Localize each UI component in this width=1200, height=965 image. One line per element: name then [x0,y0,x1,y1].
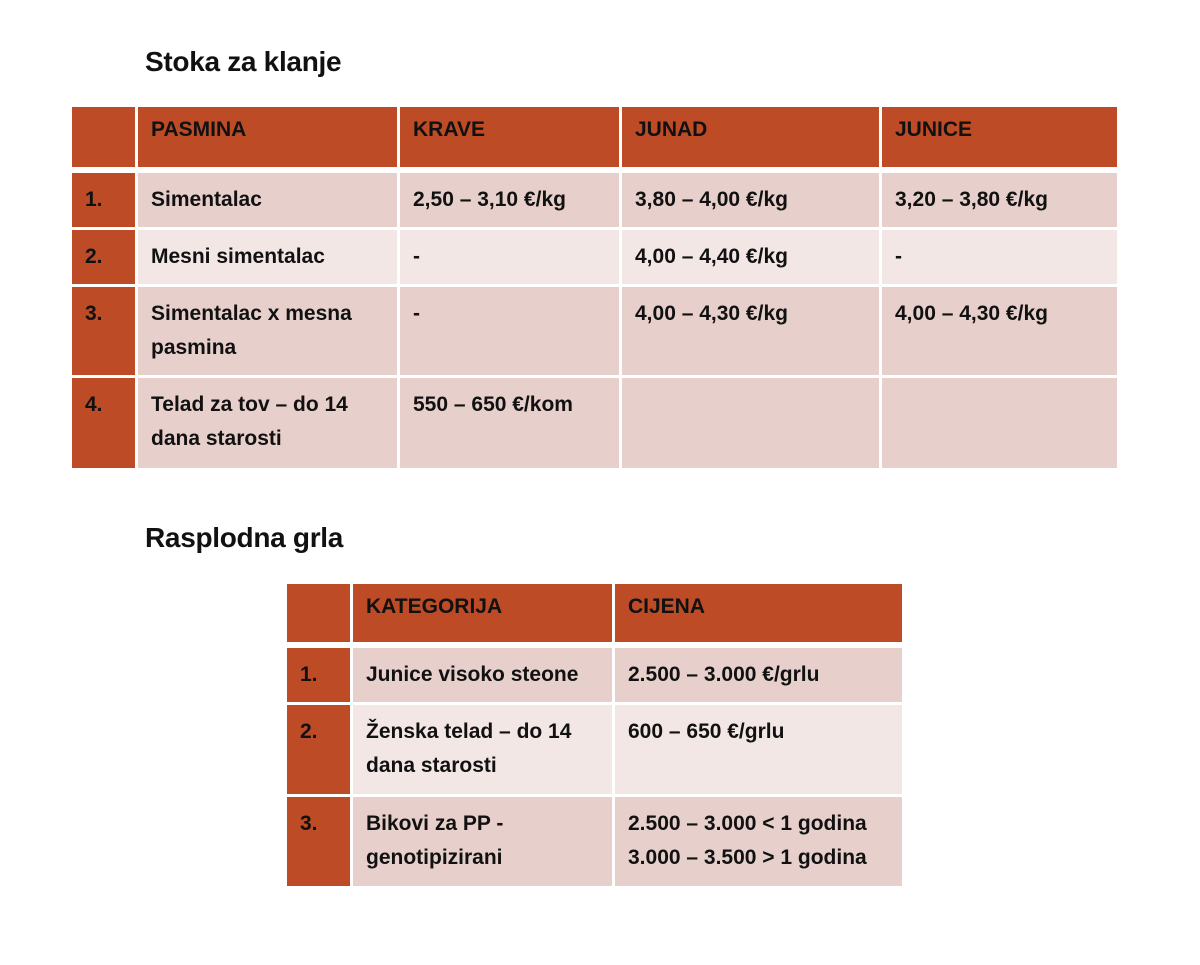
cell-cijena [615,648,902,705]
row-number: 2. [287,705,353,797]
table-row [72,378,1117,468]
cell-pasmina: Simentalac [138,173,400,230]
cell-junice: - [882,230,1117,287]
table-row [72,173,1117,230]
cell-kategorija: Junice visoko steone [353,648,615,705]
cell-cijena [615,705,902,797]
header-cell-kategorija: KATEGORIJA [353,584,615,648]
row-number: 3. [287,797,353,886]
cell-pasmina: Mesni simentalac [138,230,400,287]
table-row [287,705,902,797]
price-line: 2.500 – 3.000 < 1 godina [628,812,867,835]
price-line: 2.500 – 3.000 €/grlu [628,663,820,686]
table-row [287,797,902,886]
slaughter-price-table [72,107,1117,468]
header-cell-number [72,107,138,173]
row-number: 2. [72,230,138,287]
price-line: 600 – 650 €/grlu [628,720,785,743]
cell-junad: 3,80 – 4,00 €/kg [622,173,882,230]
header-cell-junad: JUNAD [622,107,882,173]
row-number: 1. [287,648,353,705]
table-header-row [72,107,1117,173]
header-cell-pasmina: PASMINA [138,107,400,173]
table-row [287,648,902,705]
row-number: 4. [72,378,138,468]
cell-junice [882,378,1117,468]
cell-krave: - [400,230,622,287]
cell-junice: 3,20 – 3,80 €/kg [882,173,1117,230]
row-number: 1. [72,173,138,230]
header-cell-junice: JUNICE [882,107,1117,173]
table-row [72,287,1117,378]
cell-kategorija: Ženska telad – do 14 dana starosti [353,705,615,797]
cell-junad: 4,00 – 4,30 €/kg [622,287,882,378]
cell-pasmina: Telad za tov – do 14 dana starosti [138,378,400,468]
cell-junad: 4,00 – 4,40 €/kg [622,230,882,287]
breeding-title: Rasplodna grla [145,522,344,553]
header-cell-krave: KRAVE [400,107,622,173]
cell-krave: - [400,287,622,378]
cell-junice: 4,00 – 4,30 €/kg [882,287,1117,378]
slaughter-title: Stoka za klanje [145,46,342,77]
price-line: 3.000 – 3.500 > 1 godina [628,846,867,869]
cell-krave: 2,50 – 3,10 €/kg [400,173,622,230]
cell-pasmina: Simentalac x mesna pasmina [138,287,400,378]
header-cell-number [287,584,353,648]
table-row [72,230,1117,287]
header-cell-cijena: CIJENA [615,584,902,648]
table-header-row [287,584,902,648]
breeding-price-table [287,584,902,886]
cell-cijena [615,797,902,886]
cell-kategorija: Bikovi za PP - genotipizirani [353,797,615,886]
cell-junad [622,378,882,468]
cell-krave: 550 – 650 €/kom [400,378,622,468]
row-number: 3. [72,287,138,378]
